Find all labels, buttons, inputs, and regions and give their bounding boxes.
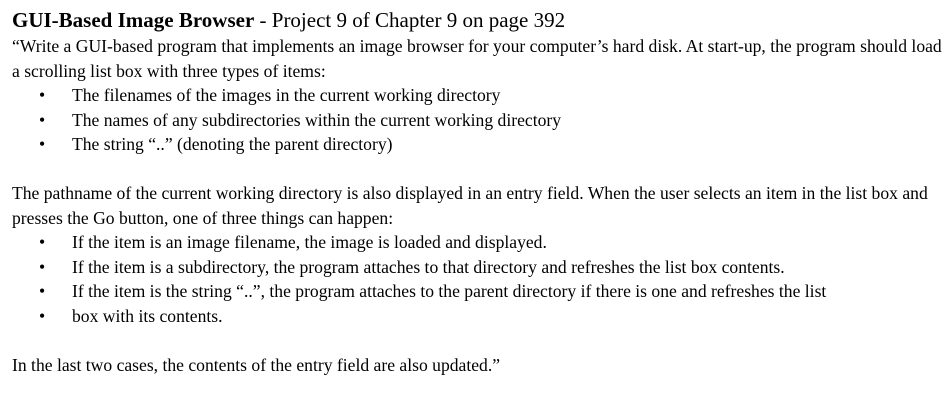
- list-item-text: If the item is the string “..”, the program attaches to the parent directory if there is one and refreshes the list: [72, 281, 827, 302]
- list-item: [12, 83, 942, 108]
- bullet-icon: •: [39, 134, 46, 155]
- paragraph-spacer: [12, 329, 942, 353]
- list-item-text: The filenames of the images in the current working directory: [72, 85, 501, 106]
- bullet-icon: •: [39, 256, 46, 277]
- bullet-icon: •: [39, 281, 46, 302]
- list-item-text: The names of any subdirectories within the current working directory: [72, 109, 562, 130]
- list-item-text: box with its contents.: [72, 305, 223, 326]
- title-main: GUI-Based Image Browser: [12, 8, 255, 32]
- bullet-icon: •: [39, 305, 46, 326]
- list-item: [12, 255, 942, 280]
- bullet-icon: •: [39, 232, 46, 253]
- intro-paragraph: “Write a GUI-based program that implements an image browser for your computer’s hard disk. At start-up, the program should load a scrolling list box with three types of items:: [12, 36, 942, 81]
- bullet-icon: •: [39, 109, 46, 130]
- actions-list: [12, 230, 942, 328]
- item-types-list: [12, 83, 942, 157]
- list-item: [12, 279, 942, 304]
- page-title: [12, 6, 942, 34]
- second-paragraph: The pathname of the current working directory is also displayed in an entry field. When the user selects an item in the list box and presses the Go button, one of three things can happen:: [12, 182, 928, 228]
- list-item-text: If the item is a subdirectory, the program attaches to that directory and refreshes the list box contents.: [72, 256, 785, 277]
- list-item: [12, 304, 942, 329]
- title-subtitle: - Project 9 of Chapter 9 on page 392: [254, 8, 566, 32]
- list-item: [12, 132, 942, 157]
- list-item-text: If the item is an image filename, the image is loaded and displayed.: [72, 232, 547, 253]
- paragraph-spacer: [12, 157, 942, 181]
- closing-paragraph: In the last two cases, the contents of the entry field are also updated.”: [12, 354, 501, 375]
- list-item: [12, 108, 942, 133]
- list-item-text: The string “..” (denoting the parent directory): [72, 134, 393, 155]
- document-page: [12, 6, 942, 377]
- list-item: [12, 230, 942, 255]
- bullet-icon: •: [39, 85, 46, 106]
